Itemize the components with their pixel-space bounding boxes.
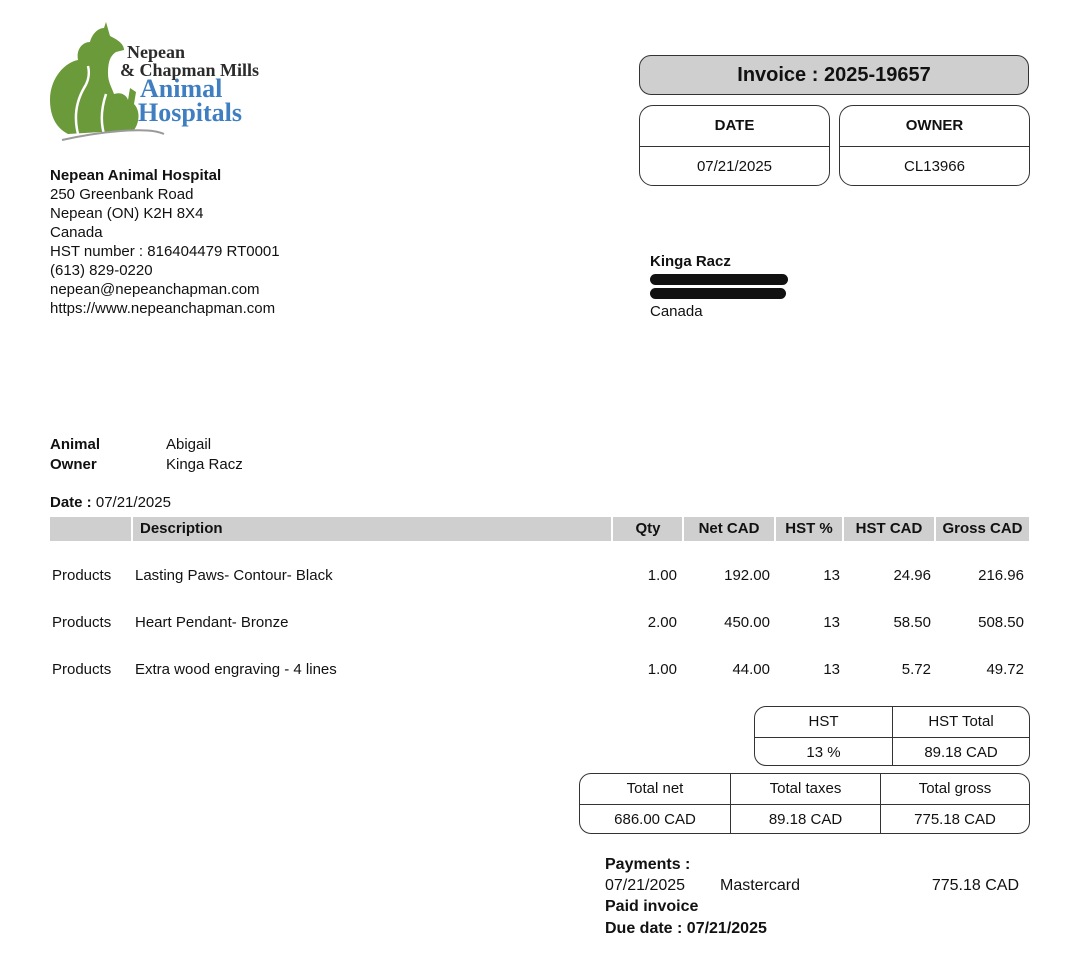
- row-hst-cad: 24.96: [893, 567, 931, 584]
- totals-box: [579, 773, 1030, 834]
- table-row: [50, 564, 1029, 588]
- service-date-value: 07/21/2025: [95, 494, 171, 511]
- row-hst-cad: 58.50: [893, 614, 931, 631]
- paid-invoice-status: Paid invoice: [605, 898, 699, 915]
- row-category: Products: [52, 567, 112, 584]
- hst-summary-box: [754, 706, 1030, 766]
- recipient-address-block: [650, 252, 788, 321]
- row-description: Lasting Paws- Contour- Black: [135, 567, 333, 584]
- logo-line-nepean: Nepean: [127, 42, 185, 62]
- header-hst-cad: HST CAD: [855, 520, 923, 537]
- total-net-value: 686.00 CAD: [580, 804, 730, 834]
- redacted-address-line: [650, 274, 788, 285]
- row-hst-pct: 13: [823, 661, 840, 678]
- hst-total-label: HST Total: [892, 707, 1029, 737]
- logo-line-hospitals: Hospitals: [138, 98, 243, 127]
- invoice-date-label: DATE: [640, 106, 829, 147]
- invoice-date-box: [639, 105, 830, 186]
- total-gross-label: Total gross: [880, 774, 1029, 804]
- row-net: 450.00: [724, 614, 770, 631]
- logo-line-animal: Animal: [140, 74, 223, 103]
- recipient-country: Canada: [650, 303, 703, 320]
- service-date-label: Date :: [50, 494, 92, 511]
- row-qty: 1.00: [647, 567, 677, 584]
- hst-label: HST: [808, 713, 839, 730]
- due-date: Due date : 07/21/2025: [605, 920, 767, 937]
- column-separator: [131, 517, 133, 541]
- recipient-name: Kinga Racz: [650, 253, 731, 270]
- service-date: [50, 494, 171, 511]
- row-net: 44.00: [732, 661, 770, 678]
- header-net: Net CAD: [698, 520, 760, 537]
- hst-total-value: 89.18 CAD: [892, 737, 1029, 766]
- clinic-city: Nepean (ON) K2H 8X4: [50, 205, 204, 222]
- line-items-header: [50, 517, 1029, 541]
- row-qty: 2.00: [647, 614, 677, 631]
- row-gross: 508.50: [978, 614, 1024, 631]
- row-gross: 49.72: [986, 661, 1024, 678]
- table-row: [50, 658, 1029, 682]
- row-net: 192.00: [724, 567, 770, 584]
- row-description: Heart Pendant- Bronze: [135, 614, 289, 631]
- invoice-title: Invoice : 2025-19657: [639, 55, 1029, 95]
- clinic-name: Nepean Animal Hospital: [50, 167, 222, 184]
- clinic-address-block: [50, 166, 280, 318]
- header-description: Description: [140, 520, 223, 537]
- clinic-street: 250 Greenbank Road: [50, 186, 194, 203]
- owner-value: Kinga Racz: [166, 456, 243, 473]
- hst-rate-value: 13 %: [755, 737, 892, 766]
- total-taxes-value: 89.18 CAD: [730, 804, 880, 834]
- invoice-owner-box: [839, 105, 1030, 186]
- clinic-email: nepean@nepeanchapman.com: [50, 281, 260, 298]
- invoice-date-value: 07/21/2025: [696, 158, 773, 175]
- owner-label: Owner: [50, 456, 97, 473]
- table-row: [50, 611, 1029, 635]
- row-gross: 216.96: [978, 567, 1024, 584]
- total-taxes-label: Total taxes: [730, 774, 880, 804]
- row-description: Extra wood engraving - 4 lines: [135, 661, 337, 678]
- payment-method: Mastercard: [720, 877, 801, 894]
- header-hst-pct: HST %: [785, 520, 833, 537]
- total-gross-value: 775.18 CAD: [880, 804, 1029, 834]
- payments-label: Payments :: [605, 856, 691, 873]
- payment-amount: 775.18 CAD: [931, 877, 1019, 894]
- invoice-owner-label: OWNER: [840, 106, 1029, 147]
- header-qty: Qty: [635, 520, 661, 537]
- clinic-website: https://www.nepeanchapman.com: [50, 300, 276, 317]
- row-category: Products: [52, 614, 112, 631]
- animal-value: Abigail: [166, 436, 212, 453]
- clinic-country: Canada: [50, 224, 103, 241]
- clinic-hst-number: HST number : 816404479 RT0001: [50, 243, 280, 260]
- row-hst-pct: 13: [823, 614, 840, 631]
- clinic-phone: (613) 829-0220: [50, 262, 153, 279]
- redacted-address-line: [650, 288, 786, 299]
- logo-line-chapman-mills: & Chapman Mills: [120, 60, 260, 80]
- row-hst-cad: 5.72: [901, 661, 931, 678]
- total-net-label: Total net: [626, 780, 684, 797]
- row-qty: 1.00: [647, 661, 677, 678]
- invoice-owner-value: CL13966: [904, 158, 965, 175]
- row-category: Products: [52, 661, 112, 678]
- row-hst-pct: 13: [823, 567, 840, 584]
- payment-date: 07/21/2025: [605, 877, 686, 894]
- header-gross: Gross CAD: [942, 520, 1023, 537]
- animal-label: Animal: [50, 436, 101, 453]
- clinic-logo: [48, 22, 288, 144]
